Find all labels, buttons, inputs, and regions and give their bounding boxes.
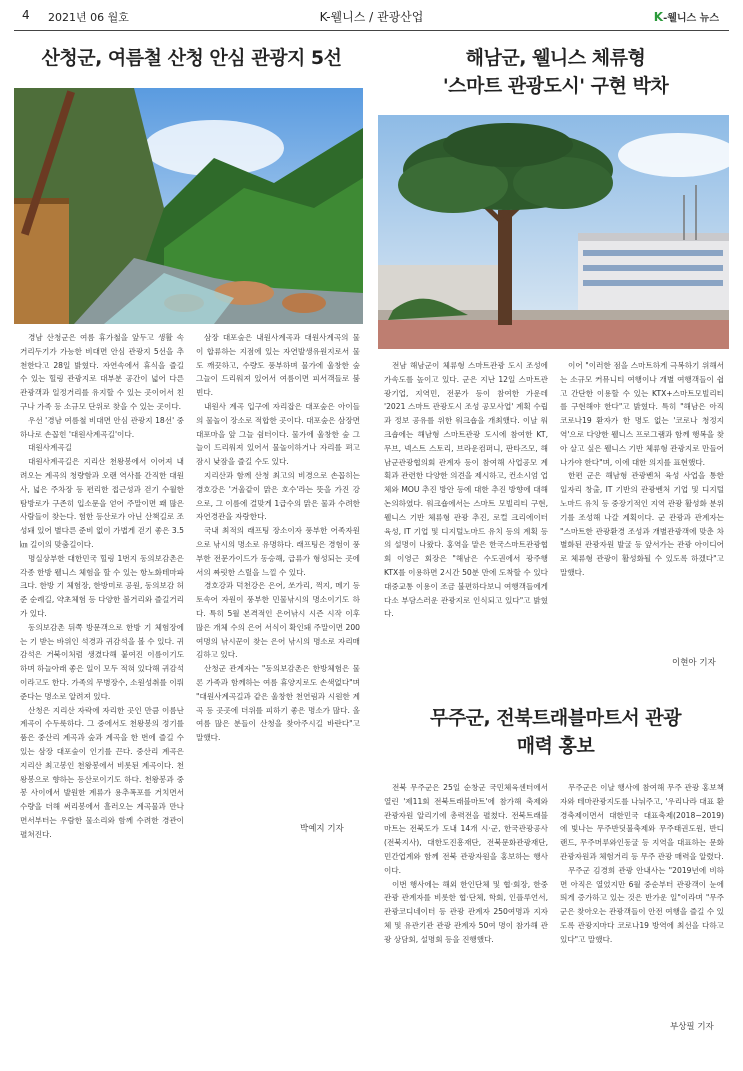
article-3-column-1: [384, 781, 548, 947]
header-rule: [14, 30, 729, 31]
paragraph: 무주군은 이날 행사에 참여해 무주 관광 홍보책자와 테마관광지도를 나눠주고, '우리나라 대표 환경축제이면서 대한민국 대표축제(2018~2019)에 빛나는 무주반딧불축제와 무주태권도원, 반디랜드, 무주머루와인동굴 등 지역을 대표하는 문화관광자원과 체험거리 등 무주 관광 매력을 알렸다.: [560, 783, 724, 861]
section-title: K-웰니스 / 관광산업: [319, 10, 424, 24]
paragraph: 대원사계곡길: [28, 443, 73, 453]
paragraph: 경호강과 덕천강은 은어, 쏘가리, 꺽지, 메기 등 토속어 자원이 풍부한 민물낚시의 명소이기도 하다. 특히 5월 본격적인 은어낚시 시즌 시작 이후 많은 개체 수의 은어 서식이 확인돼 주말이면 200여명의 낚시꾼이 찾는 은어 낚시의 명소로 자리매김하고 있다.: [196, 581, 360, 660]
article-3-byline: 부상필 기자: [670, 1022, 714, 1032]
paragraph: 이어 "이러한 점을 스마트하게 극복하기 위해서는 소규모 커뮤니티 여행이나 개별 여행객들이 쉽고 간단한 이용할 수 있는 KTX+스마트모빌리티를 구현해야 한다"고 밝혔다. 특히 "해남은 아직 코로나19 환자가 한 명도 없는 '코로나 청정지역'으로 다양한 웰니스 프로그램과 함께 행복을 찾아 살고 싶은 웰니스 기반 체류형 관광지로 만들어나가야 한다"며, 이에 대한 의지를 표현했다.: [560, 361, 724, 467]
paragraph: 우선 '경남 여름철 비대면 안심 관광지 18선' 중 하나로 손꼽힌 '대원사계곡길'이다.: [20, 415, 184, 439]
paragraph: 산청군 관계자는 "동의보감촌은 한방체험은 물론 가족과 함께하는 여름 휴양지로도 손색없다"며 "대원사계곡길과 같은 울창한 천연림과 시원한 계곡 등 곳곳에 더위를 피하기 좋은 명소가 많다. 올 여름 많은 분들이 산청을 찾아주시길 바란다"고 말했다.: [196, 664, 360, 743]
paragraph: 이번 행사에는 해외 한인단체 및 협·회장, 한중관광 관계자를 비롯한 협·단체, 학회, 인플루언서, 관광코디네이터 등 관광 관계자 250여명과 지자체 및 유관기관 관광 관계자 50여 명이 참가해 관광 상담회, 설명회 등을 진행했다.: [384, 879, 548, 944]
article-3-title-line-2: 매력 홍보: [516, 735, 595, 757]
article-2-photo: [378, 115, 729, 349]
article-2-column-1: [384, 359, 548, 621]
article-3-title-line-1: 무주군, 전북트래블마트서 관광: [429, 707, 682, 729]
article-1-title: 산청군, 여름철 산청 안심 관광지 5선: [41, 47, 342, 69]
paragraph: 내원사 계곡 입구에 자리잡은 대포숲은 아이들의 물놀이 장소로 적합한 곳이다. 대포숲은 삼장면 대포마을 앞 그늘 쉼터이다. 물가에 울창한 숲 그늘이 드리워져 있어서 물놀이하거나 자리를 펴고 잠시 낮잠을 즐길 수도 있다.: [196, 401, 360, 467]
page-number: 4: [22, 8, 30, 22]
paragraph: 지리산과 함께 산청 최고의 비경으로 손꼽히는 경호강은 '거울같이 맑은 호수'라는 뜻을 가진 강으로, 그 이름에 걸맞게 1급수의 맑은 물과 수려한 자연경관을 자랑한다.: [196, 470, 360, 522]
page-header: [0, 0, 743, 34]
paragraph: 동의보감촌 뒤쪽 방문객으로 한방 기 체험장에는 기 받는 바위인 석경과 귀감석을 볼 수 있다. 귀감석은 거북이처럼 생겼다해 붙여진 이름이기도 하며 하늘아래 좋은 일이 모두 적혀 있다해 귀감석이라고도 한다. 가족의 무병장수, 소원성취를 이뤄 준다는 명소로 알려져 있다.: [20, 622, 184, 701]
paragraph: 산청은 지리산 자락에 자리한 곳인 만큼 이름난 계곡이 수두룩하다. 그 중에서도 천왕봉의 정기를 품은 중산리 계곡과 숲과 계곡을 한 번에 즐길 수 있는 삼장 대포숲이 인기를 끈다. 중산리 계곡은 지리산 최고봉인 천왕봉에서 비롯된 계곡이다. 천왕봉으로 향하는 등산로이기도 하다. 천왕봉과 중봉 사이에서 발원한 계류가 용추폭포를 거치면서 수량을 더해 써리봉에서 흘러오는 계곡물과 만나면서부터는 우람한 물소리와 함께 수려한 경관이 펼쳐진다.: [20, 705, 184, 839]
paragraph: 전남 해남군이 체류형 스마트관광 도시 조성에 가속도를 높이고 있다. 군은 지난 12일 스마트관광기업, 지역민, 전문가 등이 참여한 가운데 '2021 스마트 관광도시 조성 공모사업' 계획 수립과 정보 공유를 위한 워크숍을 개최했다. 이날 워크숍에는 해남형 스마트관광 도시에 참여한 KT, 무브, 넥스트 스토리, 브라운컴퍼니, 판타즈모, 해남군관광협의회 관계자 등이 참여해 사업공모 계획과 관련한 다양한 의견을 제시하고, 컨소시엄 업체와 MOU 추진 방안 등에 대한 추진 방향에 대해 논의하였다. 워크숍에서는 스마트 모빌리티 구현, 웰니스 기반 체류형 관광 추진, 로컬 크리에이터 육성, IT 기업 및 디지털노마드 유치 등의 계획 등의 설명이 나왔다. 홍역을 맡은 한국스마트관광협회 이영근 회장은 "해남은 수도권에서 광주행 KTX를 이용하면 2시간 50분 만에 도착할 수 있다 대중교통 이용이 조금 불편하다보니 여행객들에게 다소 부담스러운 관광지로 인식되고 있다"고 밝혔다.: [384, 361, 548, 619]
article-2-byline: 이현아 기자: [672, 658, 716, 668]
paragraph: 삼장 대포숲은 내원사계곡과 대원사계곡의 물이 합류하는 지점에 있는 자연발생유원지로서 물도 깨끗하고, 수량도 풍부하며 물가에 울창한 숲 그늘이 드리워져 있어서 여름이면 피서객들로 붐빈다.: [196, 333, 360, 398]
paragraph: 국내 최적의 래프팅 장소이자 풍부한 어족자원으로 낚시의 명소로 유명하다. 래프팅은 경험이 풍부한 전문가이드가 동승해, 급류가 형성되는 곳에서의 짜릿한 스릴을 느낄 수 있다.: [196, 526, 360, 577]
paragraph: 명실상부한 대한민국 힐링 1번지 동의보감촌은 각종 한방 웰니스 체험을 할 수 있는 항노화테마파크다. 한방 기 체험장, 한방미로 공원, 동의보감 허준 순례길, 약초체험 등 다양한 볼거리와 즐길거리가 있다.: [20, 553, 184, 618]
article-1-byline: 박예지 기자: [300, 824, 344, 834]
paragraph: 대원사계곡길은 지리산 천왕봉에서 이어져 내려오는 계곡의 청량함과 오랜 역사를 간직한 대원사, 넓은 주차장 등 편리한 접근성과 걷기 수월한 탐방로가 구존히 입소문을 얻어 주말이면 꽤 많은 사람들이 찾는다. 험한 등산로가 아닌 산책길로 조성돼 있어 별다른 준비 없이 가볍게 걷기 좋은 3.5㎞ 길이의 맞춤길이다.: [20, 457, 184, 549]
paragraph: 경남 산청군은 여름 휴가철을 앞두고 생활 속 거리두기가 가능한 비대면 안심 관광지 5선을 추천한다고 28일 밝혔다. 자연속에서 휴식을 즐길 수 있는 힐링 관광지로 대부분 공간이 넓어 다른 관광객과 일정거리를 유지할 수 있는 곳이어서 친구나 가족 등 소규모 단위로 찾을 수 있는 곳이다.: [20, 333, 184, 411]
article-2-title-line-1: 해남군, 웰니스 체류형: [465, 47, 646, 69]
article-3-column-2: [560, 781, 724, 947]
newspaper-logo: K-웰니스 뉴스: [653, 10, 719, 24]
paragraph: 무주군 김경희 관광 안내사는 "2019년에 비하면 아직은 열었지만 6월 중순부터 관광객이 눈에 띄게 증가하고 있는 것은 반가운 일"이라며 "무주군은 찾아오는 관광객들이 안전 여행을 즐길 수 있도록 관광지마다 코로나19 방역에 최선을 다하고 있다"고 말했다.: [560, 865, 724, 944]
article-1-column-1: [20, 331, 184, 841]
article-1-photo: [14, 88, 363, 324]
article-1-column-2: [196, 331, 360, 745]
issue-date: 2021년 06 월호: [48, 11, 129, 24]
article-2-column-2: [560, 359, 724, 580]
article-2-title-line-2: '스마트 관광도시' 구현 박차: [442, 75, 669, 97]
paragraph: 전북 무주군은 25일 순창군 국민체육센터에서 열린 '제11회 전북트래블마트'에 참가해 축제와 관광자원 알리기에 총력전을 펼쳤다. 전북트래블마트는 전북도가 도내 14개 시·군, 한국관광공사(전북지사), 대한도진흥재단, 전북문화관광재단, 민간업계와 함께 전북 관광자원을 홍보하는 행사이다.: [384, 783, 548, 875]
paragraph: 한편 군은 해남형 관광벤처 육성 사업을 통한 일자리 창출, IT 기반의 관광벤처 기업 및 디지털노마드 유치 등 중장기적인 지역 관광 활성화 분위기를 조성해 나갈 계획이다. 군 관광과 관계자는 "스마트한 관광환경 조성과 개별관광객에 맞춘 차별화된 관광자원 발굴 등 앞서가는 관광 아이디어로 체류형 관광이 활성화될 수 있도록 하겠다"고 말했다.: [560, 471, 724, 577]
